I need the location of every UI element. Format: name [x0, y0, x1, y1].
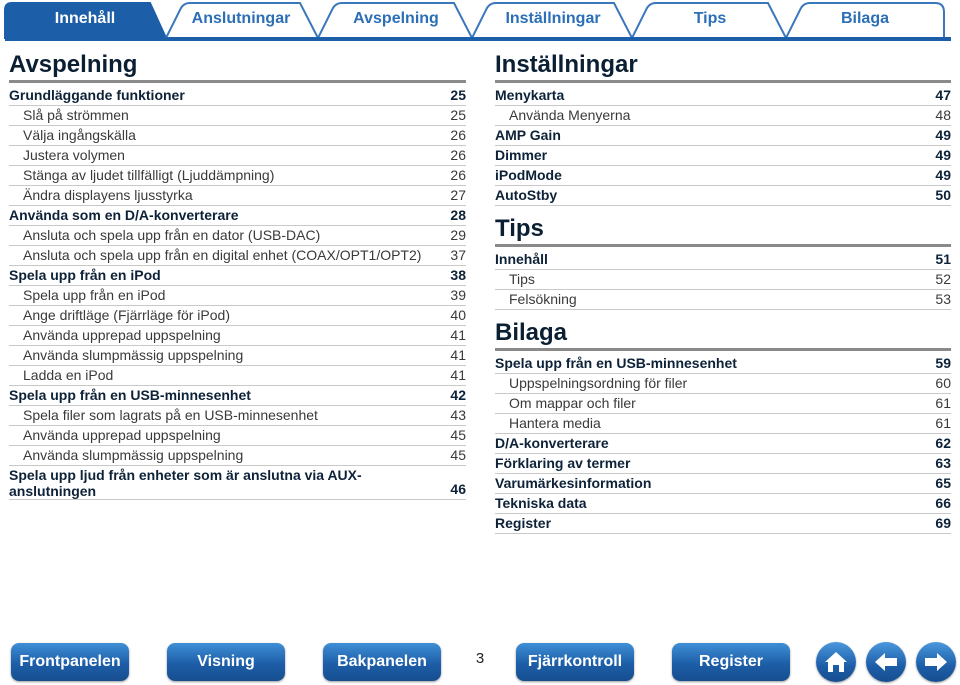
toc-entry-label: Använda slumpmässig uppspelning [23, 447, 244, 463]
toc-entry-label: Använda upprepad uppspelning [23, 327, 221, 343]
tab-bilaga-label: Bilaga [840, 10, 889, 27]
toc-row[interactable] [495, 146, 951, 166]
toc-entry-label: Ansluta och spela upp från en digital enhet (COAX/OPT1/OPT2) [23, 247, 422, 263]
toc-entry-page: 41 [450, 367, 466, 383]
toc-entry-label: iPodMode [495, 167, 562, 183]
toc-entry-page: 37 [450, 247, 466, 263]
toc-row[interactable] [9, 266, 466, 286]
tab-tips[interactable] [636, 2, 784, 38]
toc-entry-label: Hantera media [509, 415, 601, 431]
toc-entry-label: Använda Menyerna [509, 107, 631, 123]
toc-entry-label: Spela upp från en USB-minnesenhet [495, 355, 737, 371]
toc-entry-page: 26 [450, 147, 466, 163]
toc-entry-page: 25 [450, 87, 466, 103]
toc-row[interactable] [9, 406, 466, 426]
toc-entry-label: Register [495, 515, 552, 531]
toc-row[interactable] [495, 126, 951, 146]
toc-entry-page: 61 [935, 395, 951, 411]
toc-entry-label: Tips [509, 271, 535, 287]
toc-row[interactable] [495, 270, 951, 290]
toc-entry-page: 49 [935, 127, 951, 143]
tab-bar [0, 0, 960, 40]
toc-entry-page: 39 [450, 287, 466, 303]
toc-entry-page: 40 [450, 307, 466, 323]
toc-entry-page: 38 [450, 267, 466, 283]
section-title-installningar: Inställningar [495, 50, 951, 83]
tab-innehall-label: Innehåll [54, 10, 116, 27]
toc-entry-page: 63 [935, 455, 951, 471]
index-button[interactable]: Register [672, 643, 790, 681]
back-button[interactable] [866, 642, 906, 682]
front-panel-button[interactable]: Frontpanelen [11, 643, 129, 681]
home-icon [822, 648, 850, 676]
toc-entry-page: 50 [935, 187, 951, 203]
back-arrow-icon [872, 648, 900, 676]
toc-entry-label: Ansluta och spela upp från en dator (USB-DAC) [23, 227, 321, 243]
toc-entry-label: Spela upp från en USB-minnesenhet [9, 387, 251, 403]
toc-list-bilaga [495, 354, 951, 534]
toc-entry-page: 25 [450, 107, 466, 123]
toc-row[interactable] [9, 446, 466, 466]
rear-panel-button[interactable]: Bakpanelen [323, 643, 441, 681]
forward-button[interactable] [916, 642, 956, 682]
toc-entry-page: 66 [935, 495, 951, 511]
forward-arrow-icon [922, 648, 950, 676]
toc-row[interactable] [495, 86, 951, 106]
toc-row[interactable] [9, 346, 466, 366]
toc-entry-label: Grundläggande funktioner [9, 87, 185, 103]
toc-row[interactable] [9, 426, 466, 446]
toc-entry-page: 26 [450, 167, 466, 183]
toc-list-installningar [495, 86, 951, 206]
toc-row[interactable] [495, 494, 951, 514]
toc-entry-page: 53 [935, 291, 951, 307]
display-button[interactable]: Visning [167, 643, 285, 681]
toc-entry-page: 45 [450, 447, 466, 463]
toc-entry-page: 29 [450, 227, 466, 243]
toc-row[interactable] [495, 186, 951, 206]
toc-entry-page: 26 [450, 127, 466, 143]
toc-row[interactable] [495, 394, 951, 414]
toc-row[interactable] [495, 414, 951, 434]
toc-row[interactable] [9, 286, 466, 306]
toc-row[interactable] [495, 514, 951, 534]
tab-innehall[interactable] [5, 2, 165, 38]
toc-entry-label: D/A-konverterare [495, 435, 609, 451]
toc-list-tips [495, 250, 951, 310]
section-title-avspelning: Avspelning [9, 50, 466, 83]
tab-avspelning-label: Avspelning [353, 10, 439, 27]
toc-entry-label: Varumärkesinformation [495, 475, 652, 491]
toc-entry-label: Stänga av ljudet tillfälligt (Ljuddämpning) [23, 167, 275, 183]
toc-list-avspelning [9, 86, 466, 500]
toc-entry-label: Välja ingångskälla [23, 127, 136, 143]
toc-entry-label: Ändra displayens ljusstyrka [23, 187, 193, 203]
toc-entry-label: Dimmer [495, 147, 548, 163]
toc-entry-label: Använda upprepad uppspelning [23, 427, 221, 443]
tab-avspelning[interactable] [322, 2, 470, 38]
toc-column-avspelning [9, 50, 466, 500]
section-title-tips: Tips [495, 214, 951, 247]
toc-row[interactable] [495, 474, 951, 494]
toc-row[interactable] [495, 454, 951, 474]
tab-anslutningar-label: Anslutningar [191, 10, 291, 27]
toc-entry-page: 52 [935, 271, 951, 287]
toc-entry-label: Ladda en iPod [23, 367, 114, 383]
toc-entry-label: Spela filer som lagrats på en USB-minnesenhet [23, 407, 318, 423]
toc-entry-page: 60 [935, 375, 951, 391]
toc-row[interactable] [495, 434, 951, 454]
toc-entry-label: AMP Gain [495, 127, 561, 143]
section-title-bilaga: Bilaga [495, 318, 951, 351]
toc-entry-page: 49 [935, 147, 951, 163]
toc-row[interactable] [9, 386, 466, 406]
toc-row[interactable] [9, 86, 466, 106]
toc-entry-page: 49 [935, 167, 951, 183]
tab-installningar[interactable] [476, 2, 630, 38]
toc-entry-page: 45 [450, 427, 466, 443]
toc-entry-label: Felsökning [509, 291, 577, 307]
toc-entry-label: Om mappar och filer [509, 395, 636, 411]
toc-entry-label: Innehåll [495, 251, 548, 267]
toc-entry-page: 51 [935, 251, 951, 267]
toc-column-right [495, 50, 951, 534]
toc-entry-page: 47 [935, 87, 951, 103]
toc-entry-page: 48 [935, 107, 951, 123]
toc-entry-label: Tekniska data [495, 495, 587, 511]
toc-entry-label: Justera volymen [23, 147, 125, 163]
toc-entry-label: Uppspelningsordning för filer [509, 375, 688, 391]
tab-tips-label: Tips [693, 10, 727, 27]
toc-entry-label: Använda som en D/A-konverterare [9, 207, 239, 223]
toc-row[interactable] [9, 466, 466, 500]
toc-row[interactable] [9, 166, 466, 186]
toc-entry-label: Spela upp från en iPod [9, 267, 161, 283]
toc-entry-page: 42 [450, 387, 466, 403]
toc-entry-page: 28 [450, 207, 466, 223]
toc-entry-label: AutoStby [495, 187, 558, 203]
toc-entry-page: 43 [450, 407, 466, 423]
toc-entry-label: Menykarta [495, 87, 565, 103]
toc-row[interactable] [495, 166, 951, 186]
toc-entry-label: Använda slumpmässig uppspelning [23, 347, 244, 363]
tab-anslutningar[interactable] [168, 2, 314, 38]
toc-entry-page: 65 [935, 475, 951, 491]
toc-entry-page: 27 [450, 187, 466, 203]
toc-entry-page: 61 [935, 415, 951, 431]
toc-entry-label: Spela upp från en iPod [23, 287, 166, 303]
toc-row[interactable] [9, 306, 466, 326]
toc-row[interactable] [495, 374, 951, 394]
home-button[interactable] [816, 642, 856, 682]
toc-entry-page: 46 [450, 481, 466, 497]
tab-installningar-label: Inställningar [505, 10, 601, 27]
tab-bilaga[interactable] [790, 2, 940, 38]
toc-row[interactable] [495, 250, 951, 270]
toc-entry-page: 69 [935, 515, 951, 531]
toc-entry-page: 59 [935, 355, 951, 371]
toc-row[interactable] [495, 290, 951, 310]
toc-row[interactable] [495, 106, 951, 126]
toc-row[interactable] [9, 366, 466, 386]
toc-row[interactable] [9, 206, 466, 226]
toc-row[interactable] [9, 106, 466, 126]
toc-row[interactable] [9, 126, 466, 146]
toc-row[interactable] [9, 326, 466, 346]
toc-entry-label: Ange driftläge (Fjärrläge för iPod) [23, 307, 230, 323]
toc-entry-page: 41 [450, 347, 466, 363]
toc-row[interactable] [9, 186, 466, 206]
page-number: 3 [475, 650, 485, 667]
toc-row[interactable] [9, 146, 466, 166]
remote-control-button[interactable]: Fjärrkontroll [516, 643, 634, 681]
toc-row[interactable] [9, 226, 466, 246]
toc-entry-label: Slå på strömmen [23, 107, 129, 123]
toc-row[interactable] [495, 354, 951, 374]
toc-entry-page: 62 [935, 435, 951, 451]
toc-row[interactable] [9, 246, 466, 266]
toc-entry-label: Förklaring av termer [495, 455, 631, 471]
toc-entry-label: Spela upp ljud från enheter som är anslutna via AUX-anslutningen [9, 467, 362, 499]
toc-entry-page: 41 [450, 327, 466, 343]
